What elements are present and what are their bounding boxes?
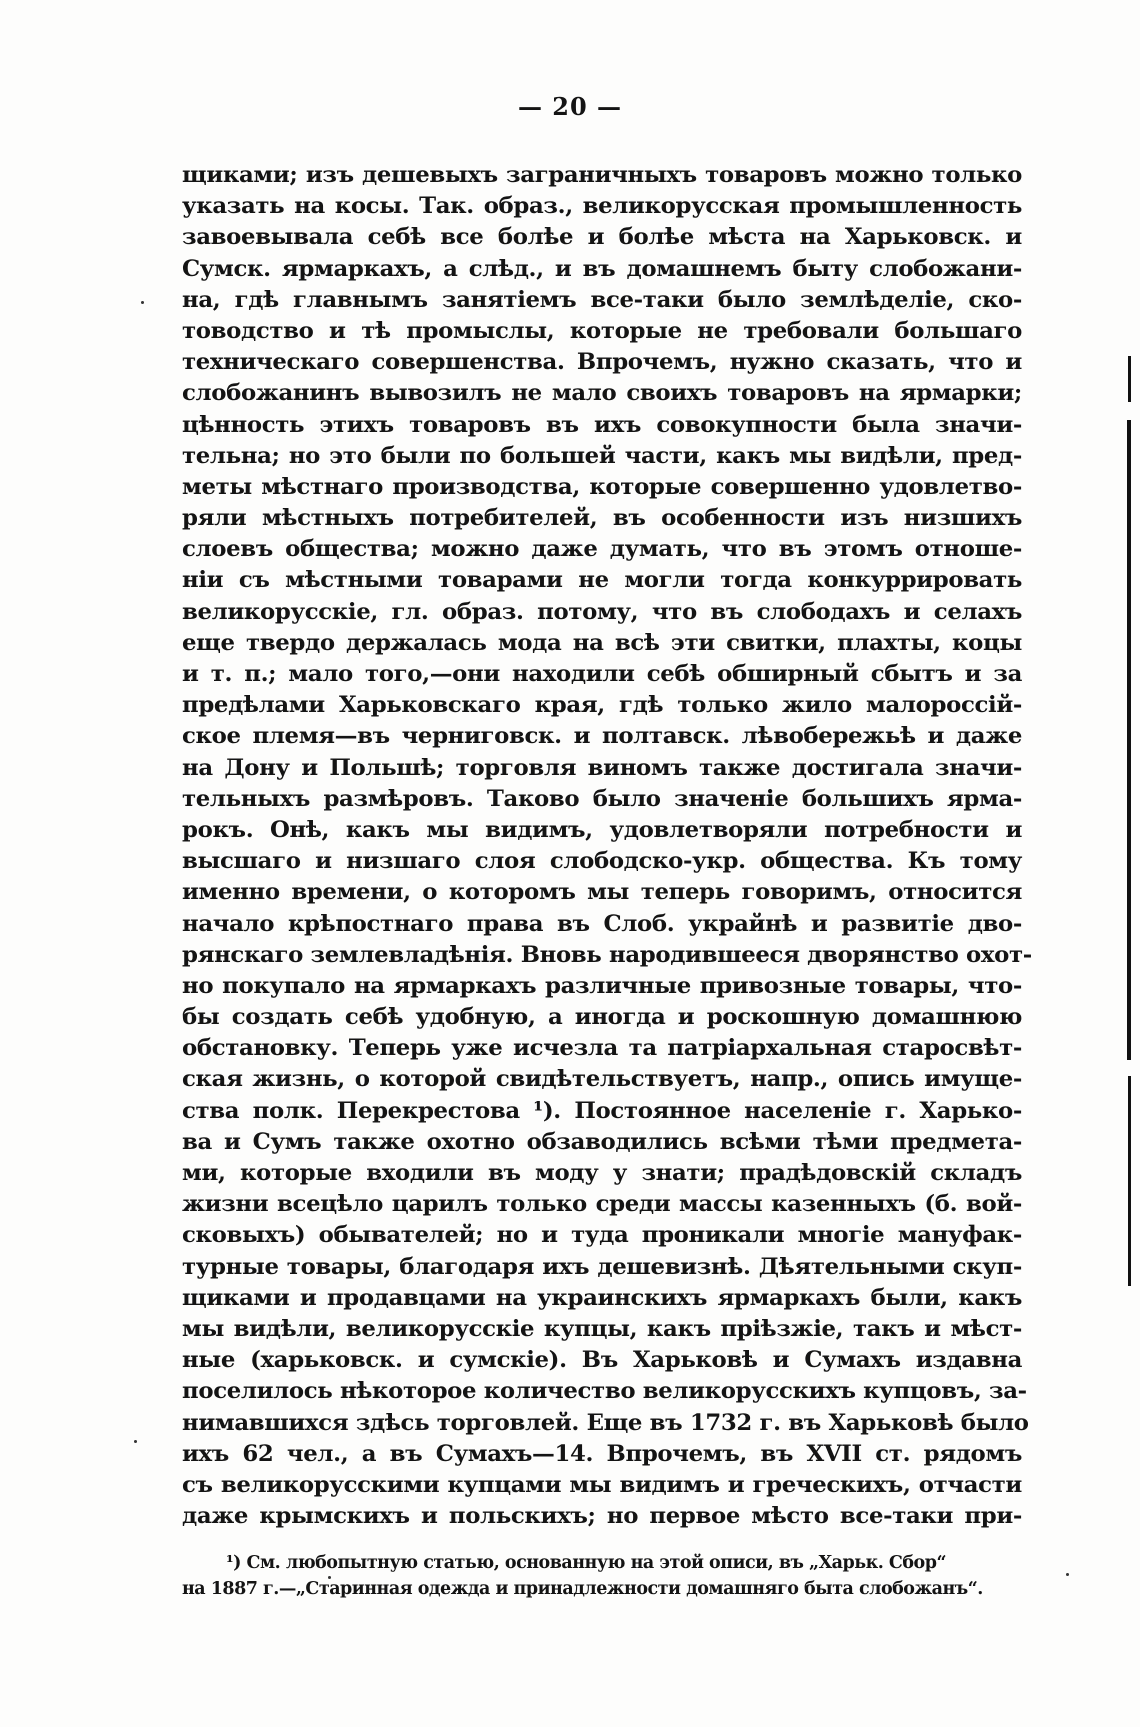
text-line: ніи съ мѣстными товарами не могли тогда конкуррировать bbox=[182, 567, 1022, 594]
text-line: слоевъ общества; можно даже думать, что въ этомъ отноше- bbox=[182, 536, 1022, 563]
text-line: щиками; изъ дешевыхъ заграничныхъ товаровъ можно только bbox=[182, 162, 1022, 188]
text-line: и т. п.; мало того,—они находили себѣ обширный сбытъ и за bbox=[182, 661, 1022, 687]
text-line: товодство и тѣ промыслы, которые не требовали большаго bbox=[182, 317, 1022, 344]
text-line: ихъ 62 чел., а въ Сумахъ—14. Впрочемъ, въ XVII ст. рядомъ bbox=[182, 1440, 1022, 1467]
text-line: ные (харьковск. и сумскіе). Въ Харьковѣ и Сумахъ издавна bbox=[182, 1347, 1022, 1374]
footnote bbox=[182, 1550, 1022, 1602]
text-line: турные товары, благодаря ихъ дешевизнѣ. Дѣятельными скуп- bbox=[182, 1253, 1022, 1280]
text-line: великорусскіе, гл. образ. потому, что въ слободахъ и селахъ bbox=[182, 598, 1022, 625]
scan-speck bbox=[134, 1440, 137, 1443]
text-line: ства полк. Перекрестова ¹). Постоянное населеніе г. Харько- bbox=[182, 1097, 1022, 1124]
text-line: цѣнность этихъ товаровъ въ ихъ совокупности была значи- bbox=[182, 411, 1022, 438]
text-line: ми, которые входили въ моду у знати; прадѣдовскій складъ bbox=[182, 1160, 1022, 1186]
text-line: щиками и продавцами на украинскихъ ярмаркахъ были, какъ bbox=[182, 1284, 1022, 1311]
page-number: — 20 — bbox=[517, 92, 623, 121]
text-line: съ великорусскими купцами мы видимъ и греческихъ, отчасти bbox=[182, 1471, 1022, 1498]
text-line: на, гдѣ главнымъ занятіемъ все-таки было землѣделіе, ско- bbox=[182, 286, 1022, 313]
text-line: ряли мѣстныхъ потребителей, въ особенности изъ низшихъ bbox=[182, 505, 1022, 532]
text-line: еще твердо держалась мода на всѣ эти свитки, плахты, коцы bbox=[182, 629, 1022, 656]
text-line: поселилось нѣкоторое количество великорусскихъ купцовъ, за- bbox=[182, 1378, 1027, 1405]
text-line: ская жизнь, о которой свидѣтельствуетъ, напр., опись имуще- bbox=[182, 1066, 1022, 1093]
scan-binding-shadow bbox=[1128, 1076, 1131, 1286]
text-line: нимавшихся здѣсь торговлей. Еще въ 1732 г. въ Харьковѣ было bbox=[182, 1409, 1029, 1436]
footnote-line: ¹) См. любопытную статью, основанную на этой описи, въ „Харьк. Сбор“ bbox=[226, 1553, 947, 1573]
text-line: завоевывала себѣ все болѣе и болѣе мѣста на Харьковск. и bbox=[182, 224, 1022, 251]
text-line: предѣлами Харьковскаго края, гдѣ только жило малороссій- bbox=[182, 692, 1022, 719]
text-line: рянскаго землевладѣнія. Вновь народившееся дворянство охот- bbox=[182, 941, 1032, 968]
text-line: слобожанинъ вывозилъ не мало своихъ товаровъ на ярмарки; bbox=[182, 380, 1022, 407]
scan-speck bbox=[141, 301, 144, 304]
text-line: именно времени, о которомъ мы теперь говоримъ, относится bbox=[182, 879, 1022, 906]
text-line: высшаго и низшаго слоя слободско-укр. общества. Къ тому bbox=[182, 848, 1022, 875]
text-line: обстановку. Теперь уже исчезла та патріархальная старосвѣт- bbox=[182, 1035, 1022, 1062]
text-line: Сумск. ярмаркахъ, а слѣд., и въ домашнемъ быту слобожани- bbox=[182, 255, 1022, 282]
text-line: жизни всецѣло царилъ только среди массы казенныхъ (б. вой- bbox=[182, 1191, 1022, 1218]
scan-binding-shadow bbox=[1127, 420, 1131, 1060]
footnote-line: на 1887 г.—„Старинная одежда и принадлежности домашняго быта слобожанъ“. bbox=[182, 1579, 983, 1599]
text-line: тельна; но это были по большей части, какъ мы видѣли, пред- bbox=[182, 442, 1022, 469]
scan-binding-shadow bbox=[1128, 356, 1131, 402]
text-line: техническаго совершенства. Впрочемъ, нужно сказать, что и bbox=[182, 349, 1022, 376]
text-line: даже крымскихъ и польскихъ; но первое мѣсто все-таки при- bbox=[182, 1503, 1022, 1530]
text-line: тельныхъ размѣровъ. Таково было значеніе большихъ ярма- bbox=[182, 785, 1022, 812]
text-line: на Дону и Польшѣ; торговля виномъ также достигала значи- bbox=[182, 754, 1022, 781]
text-line: указать на косы. Так. образ., великорусская промышленность bbox=[182, 193, 1022, 220]
text-line: меты мѣстнаго производства, которые совершенно удовлетво- bbox=[182, 473, 1022, 500]
scan-speck bbox=[328, 1576, 331, 1579]
text-line: ва и Сумъ также охотно обзаводились всѣми тѣми предмета- bbox=[182, 1128, 1022, 1155]
text-line: но покупало на ярмаркахъ различные привозные товары, что- bbox=[182, 972, 1022, 999]
text-line: рокъ. Онѣ, какъ мы видимъ, удовлетворяли потребности и bbox=[182, 816, 1022, 843]
body-text bbox=[182, 160, 1032, 1532]
text-line: ское племя—въ черниговск. и полтавск. лѣвобережьѣ и даже bbox=[182, 723, 1022, 750]
text-line: сковыхъ) обывателей; но и туда проникали многіе мануфак- bbox=[182, 1222, 1022, 1249]
text-line: бы создать себѣ удобную, а иногда и роскошную домашнюю bbox=[182, 1004, 1022, 1031]
scan-speck bbox=[1066, 1573, 1069, 1576]
text-line: мы видѣли, великорусскіе купцы, какъ пріѣзжіе, такъ и мѣст- bbox=[182, 1315, 1022, 1342]
text-line: начало крѣпостнаго права въ Слоб. украйнѣ и развитіе дво- bbox=[182, 910, 1022, 937]
